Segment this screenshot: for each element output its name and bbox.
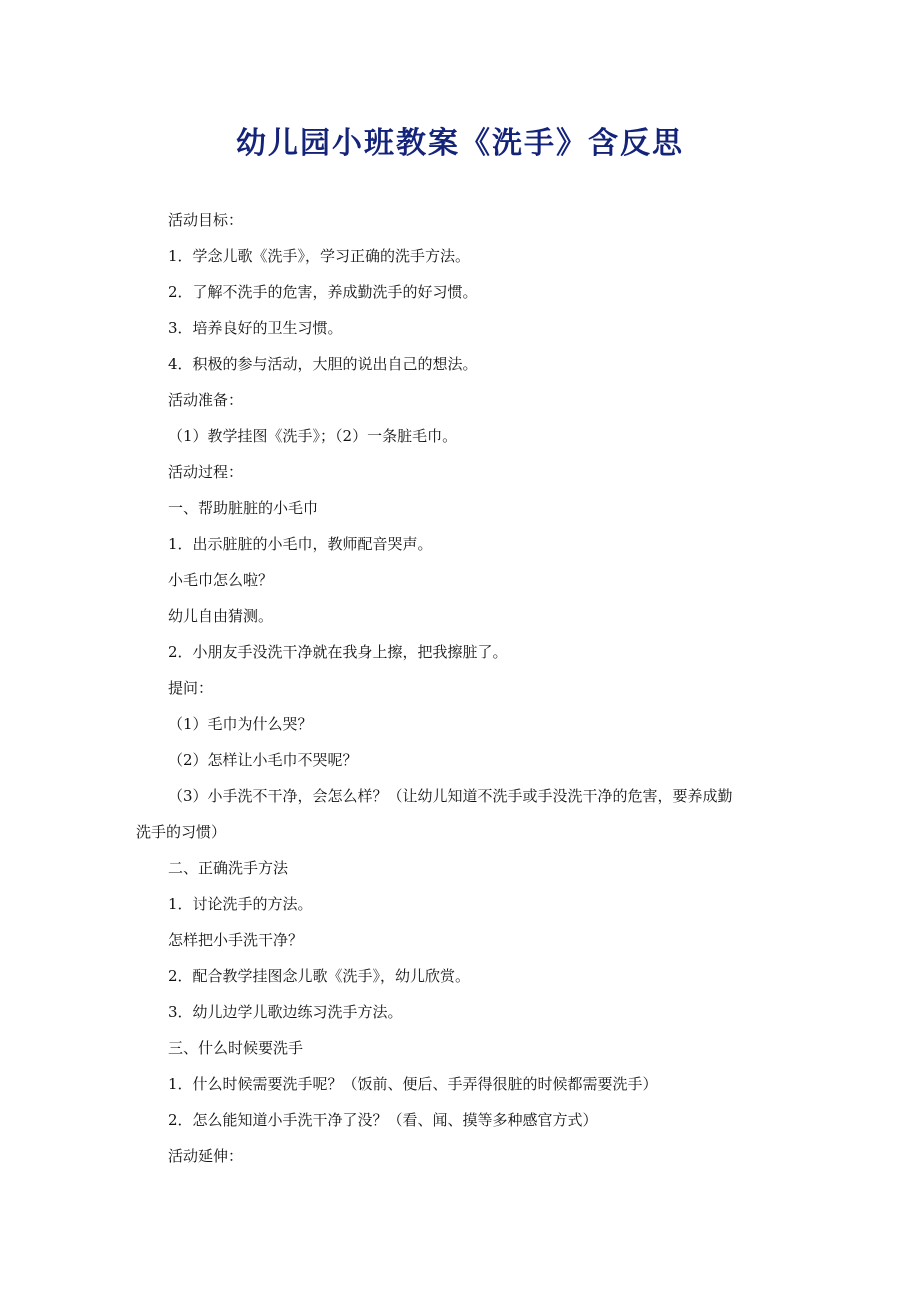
question-item: （3）小手洗不干净，会怎么样？（让幼儿知道不洗手或手没洗干净的危害，要养成勤 <box>168 787 733 805</box>
process-step: 2．配合教学挂图念儿歌《洗手》，幼儿欣赏。 <box>168 967 471 985</box>
process-part-3-heading: 三、什么时候要洗手 <box>168 1039 304 1057</box>
question-item-continued: 洗手的习惯） <box>136 823 227 841</box>
process-step: 幼儿自由猜测。 <box>168 607 274 625</box>
goal-item-2: 2．了解不洗手的危害，养成勤洗手的好习惯。 <box>168 283 478 301</box>
section-heading-preparation: 活动准备： <box>168 391 244 409</box>
preparation-item: （1）教学挂图《洗手》；（2）一条脏毛巾。 <box>168 427 458 445</box>
question-item: （2）怎样让小毛巾不哭呢？ <box>168 751 358 769</box>
process-step: 2．小朋友手没洗干净就在我身上擦，把我擦脏了。 <box>168 643 508 661</box>
process-step: 1．什么时候需要洗手呢？（饭前、便后、手弄得很脏的时候都需要洗手） <box>168 1075 658 1093</box>
goal-item-4: 4．积极的参与活动，大胆的说出自己的想法。 <box>168 355 478 373</box>
process-step: 2．怎么能知道小手洗干净了没？（看、闻、摸等多种感官方式） <box>168 1111 598 1129</box>
section-heading-goals: 活动目标： <box>168 211 244 229</box>
question-item: （1）毛巾为什么哭？ <box>168 715 313 733</box>
question-heading: 提问： <box>168 679 214 697</box>
section-heading-extension: 活动延伸： <box>168 1147 244 1165</box>
process-part-2-heading: 二、正确洗手方法 <box>168 859 289 877</box>
goal-item-3: 3．培养良好的卫生习惯。 <box>168 319 343 337</box>
section-heading-process: 活动过程： <box>168 463 244 481</box>
process-step: 1．出示脏脏的小毛巾，教师配音哭声。 <box>168 535 433 553</box>
process-part-1-heading: 一、帮助脏脏的小毛巾 <box>168 499 319 517</box>
process-step: 3．幼儿边学儿歌边练习洗手方法。 <box>168 1003 403 1021</box>
document-title: 幼儿园小班教案《洗手》含反思 <box>236 126 684 161</box>
process-step: 小毛巾怎么啦？ <box>168 571 274 589</box>
process-step: 1．讨论洗手的方法。 <box>168 895 313 913</box>
goal-item-1: 1．学念儿歌《洗手》，学习正确的洗手方法。 <box>168 247 471 265</box>
process-step: 怎样把小手洗干净？ <box>168 931 304 949</box>
